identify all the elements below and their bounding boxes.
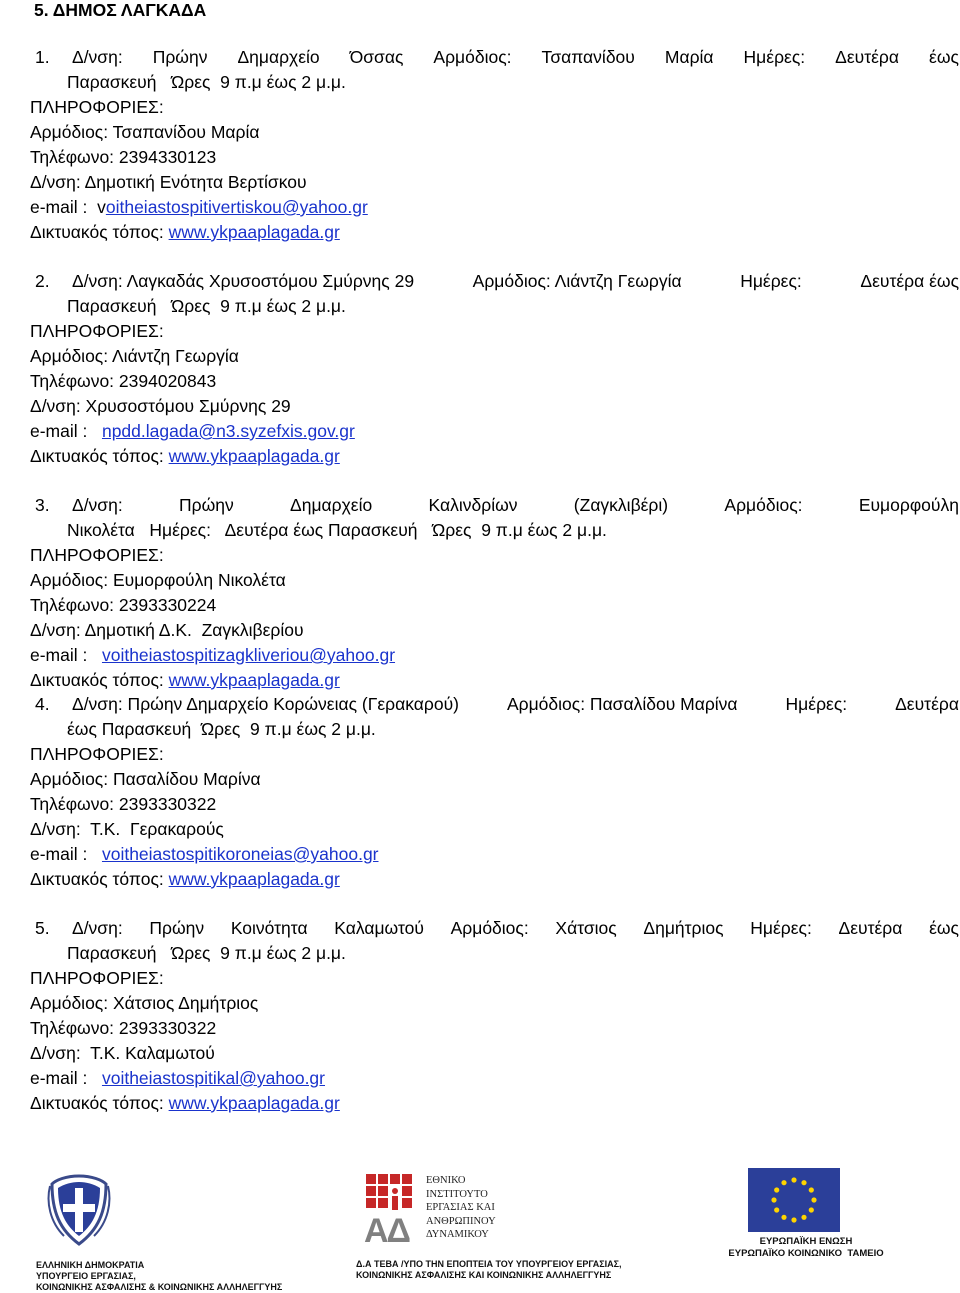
word: Κοινότητα	[230, 918, 308, 938]
email-line	[30, 643, 959, 668]
word: Καλαμωτού	[334, 918, 424, 938]
contact-person: Αρμόδιος: Ευμορφούλη Νικολέτα	[30, 570, 286, 590]
email-link[interactable]: voitheiastospitizagkliveriou@yahoo.gr	[101, 645, 396, 665]
entry-header-words	[72, 45, 959, 70]
website-line	[30, 444, 959, 469]
address: Δ/νση: Δημοτική Δ.Κ. Ζαγκλιβερίου	[30, 620, 304, 640]
eu-flag-icon	[748, 1168, 840, 1232]
institute-name-line: ΕΘΝΙΚΟ	[426, 1175, 466, 1186]
entry-hours: Παρασκευή Ώρες 9 π.μ έως 2 μ.μ.	[67, 296, 346, 316]
ministry-caption-line: ΚΟΙΝΩΝΙΚΗΣ ΑΣΦΑΛΙΣΗΣ & ΚΟΙΝΩΝΙΚΗΣ ΑΛΛΗΛΕΓΓΥΗΣ	[36, 1282, 283, 1292]
service-entry	[30, 692, 959, 892]
service-entry	[30, 45, 959, 245]
word: Δευτέρα	[838, 918, 903, 938]
email-link[interactable]: voitheiastospitikal@yahoo.gr	[101, 1068, 325, 1088]
word: Χάτσιος	[555, 918, 617, 938]
word: Δημαρχείο	[290, 495, 373, 515]
website-label: Δικτυακός τόπος:	[30, 1093, 169, 1113]
word: Δευτέρα	[895, 694, 959, 714]
word: Πρώην	[149, 918, 205, 938]
institute-name-line: ΙΝΣΤΙΤΟΥΤΟ	[426, 1188, 488, 1200]
word: Ευμορφούλη	[858, 495, 959, 515]
service-entry	[30, 493, 959, 693]
ekdd-caption-line: ΚΟΙΝΩΝΙΚΗΣ ΑΣΦΑΛΙΣΗΣ ΚΑΙ ΚΟΙΝΩΝΙΚΗΣ ΑΛΛΗΛΕΓΓΥΗΣ	[356, 1270, 612, 1280]
email-line	[30, 842, 959, 867]
word: Ημέρες:	[743, 47, 806, 67]
entry-first-line	[30, 269, 959, 294]
eiead-logo-letters: ΑΔ	[364, 1212, 409, 1250]
info-label: ΠΛΗΡΟΦΟΡΙΕΣ:	[30, 744, 164, 764]
phone-number: Τηλέφωνο: 2394020843	[30, 371, 217, 391]
eu-caption-line: ΕΥΡΩΠΑΪΚΟ ΚΟΙΝΩΝΙΚΟ ΤΑΜΕΙΟ	[728, 1248, 884, 1259]
address: Δ/νση: Τ.Κ. Καλαμωτού	[30, 1043, 215, 1063]
info-label: ΠΛΗΡΟΦΟΡΙΕΣ:	[30, 321, 164, 341]
info-label: ΠΛΗΡΟΦΟΡΙΕΣ:	[30, 968, 164, 988]
entry-first-line	[30, 692, 959, 717]
ekdd-caption-line: Δ.Α ΤΕΒΑ /ΥΠΟ ΤΗΝ ΕΠΟΠΤΕΙΑ ΤΟΥ ΥΠΟΥΡΓΕΙΟΥ ΕΡΓΑΣΙΑΣ,	[356, 1259, 622, 1269]
entry-number: 2.	[35, 271, 50, 291]
word: Τσαπανίδου	[541, 47, 635, 67]
word: Ημέρες:	[740, 271, 802, 291]
website-label: Δικτυακός τόπος:	[30, 670, 169, 690]
contact-person: Αρμόδιος: Τσαπανίδου Μαρία	[30, 122, 260, 142]
contact-person: Αρμόδιος: Λιάντζη Γεωργία	[30, 346, 239, 366]
address: Δ/νση: Τ.Κ. Γερακαρούς	[30, 819, 224, 839]
email-line	[30, 419, 959, 444]
institute-name-line: ΕΡΓΑΣΙΑΣ ΚΑΙ	[426, 1202, 495, 1213]
word: Αρμόδιος:	[724, 495, 803, 515]
word: Αρμόδιος: Πασαλίδου Μαρίνα	[506, 694, 738, 714]
email-link[interactable]: oitheiastospitivertiskou@yahoo.gr	[105, 197, 368, 217]
eu-caption-line: ΕΥΡΩΠΑΪΚΗ ΕΝΩΣΗ	[759, 1236, 853, 1247]
section-heading: 5. ΔΗΜΟΣ ΛΑΓΚΑΔΑ	[34, 0, 207, 20]
entry-number: 4.	[35, 694, 50, 714]
info-label: ΠΛΗΡΟΦΟΡΙΕΣ:	[30, 97, 164, 117]
footer-logos	[0, 1160, 960, 1292]
website-line	[30, 668, 959, 693]
website-line	[30, 220, 959, 245]
word: Δημήτριος	[643, 918, 724, 938]
info-label: ΠΛΗΡΟΦΟΡΙΕΣ:	[30, 545, 164, 565]
email-link[interactable]: npdd.lagada@n3.syzefxis.gov.gr	[101, 421, 355, 441]
website-link[interactable]: www.ykpaaplagada.gr	[168, 869, 340, 889]
ministry-caption-line: ΥΠΟΥΡΓΕΙΟ ΕΡΓΑΣΙΑΣ,	[36, 1271, 136, 1281]
service-entry	[30, 916, 959, 1116]
email-label: e-mail :	[30, 1068, 102, 1088]
website-label: Δικτυακός τόπος:	[30, 869, 169, 889]
institute-name-line: ΔΥΝΑΜΙΚΟΥ	[426, 1229, 489, 1240]
website-link[interactable]: www.ykpaaplagada.gr	[168, 670, 340, 690]
republic-caption-line: ΕΛΛΗΝΙΚΗ ΔΗΜΟΚΡΑΤΙΑ	[36, 1260, 145, 1270]
phone-number: Τηλέφωνο: 2393330322	[30, 794, 217, 814]
phone-number: Τηλέφωνο: 2393330322	[30, 1018, 217, 1038]
word: (Ζαγκλιβέρι)	[573, 495, 669, 515]
email-link[interactable]: voitheiastospitikoroneias@yahoo.gr	[101, 844, 379, 864]
word: Ημέρες:	[785, 694, 848, 714]
word: Δευτέρα	[835, 47, 899, 67]
entry-hours: Νικολέτα Ημέρες: Δευτέρα έως Παρασκευή Ώρες 9 π.μ έως 2 μ.μ.	[67, 520, 607, 540]
institute-name-line: ΑΝΘΡΩΠΙΝΟΥ	[426, 1215, 496, 1227]
word: έως	[929, 47, 959, 67]
email-label: e-mail : v	[30, 197, 106, 217]
word: Δ/νση: Λαγκαδάς Χρυσοστόμου Σμύρνης 29	[72, 271, 415, 291]
word: Πρώην	[179, 495, 234, 515]
word: Ημέρες:	[750, 918, 812, 938]
entry-header-words	[72, 692, 959, 717]
website-line	[30, 867, 959, 892]
word: Δ/νση:	[72, 495, 123, 515]
email-line	[30, 1066, 959, 1091]
website-link[interactable]: www.ykpaaplagada.gr	[168, 446, 340, 466]
entry-hours: έως Παρασκευή Ώρες 9 π.μ έως 2 μ.μ.	[67, 719, 376, 739]
word: Μαρία	[664, 47, 714, 67]
email-label: e-mail :	[30, 844, 102, 864]
phone-number: Τηλέφωνο: 2393330224	[30, 595, 217, 615]
address: Δ/νση: Δημοτική Ενότητα Βερτίσκου	[30, 172, 307, 192]
word: Δ/νση:	[72, 47, 123, 67]
address: Δ/νση: Χρυσοστόμου Σμύρνης 29	[30, 396, 291, 416]
word: Αρμόδιος: Λιάντζη Γεωργία	[472, 271, 682, 291]
word: Δευτέρα έως	[860, 271, 959, 291]
word: Όσσας	[349, 47, 404, 67]
phone-number: Τηλέφωνο: 2394330123	[30, 147, 217, 167]
word: Δημαρχείο	[237, 47, 320, 67]
word: Καλινδρίων	[428, 495, 518, 515]
website-label: Δικτυακός τόπος:	[30, 222, 169, 242]
word: Αρμόδιος:	[433, 47, 512, 67]
entry-header-words	[72, 493, 959, 518]
word: Δ/νση:	[72, 918, 123, 938]
email-label: e-mail :	[30, 421, 102, 441]
word: Δ/νση: Πρώην Δημαρχείο Κορώνειας (Γερακαρού)	[72, 694, 459, 714]
website-link[interactable]: www.ykpaaplagada.gr	[168, 1093, 340, 1113]
contact-person: Αρμόδιος: Χάτσιος Δημήτριος	[30, 993, 259, 1013]
website-label: Δικτυακός τόπος:	[30, 446, 169, 466]
entry-number: 1.	[35, 47, 50, 67]
entry-hours: Παρασκευή Ώρες 9 π.μ έως 2 μ.μ.	[67, 72, 346, 92]
greek-coat-of-arms-icon	[44, 1172, 114, 1248]
entry-first-line	[30, 493, 959, 518]
website-link[interactable]: www.ykpaaplagada.gr	[168, 222, 340, 242]
contact-person: Αρμόδιος: Πασαλίδου Μαρίνα	[30, 769, 261, 789]
word: έως	[929, 918, 959, 938]
entry-header-words	[72, 269, 959, 294]
entry-header-words	[72, 916, 959, 941]
email-label: e-mail :	[30, 645, 102, 665]
email-line	[30, 195, 959, 220]
entry-number: 3.	[35, 495, 50, 515]
service-entry	[30, 269, 959, 469]
word: Πρώην	[152, 47, 208, 67]
website-line	[30, 1091, 959, 1116]
entry-first-line	[30, 916, 959, 941]
entry-number: 5.	[35, 918, 50, 938]
entry-hours: Παρασκευή Ώρες 9 π.μ έως 2 μ.μ.	[67, 943, 346, 963]
entry-first-line	[30, 45, 959, 70]
word: Αρμόδιος:	[450, 918, 529, 938]
